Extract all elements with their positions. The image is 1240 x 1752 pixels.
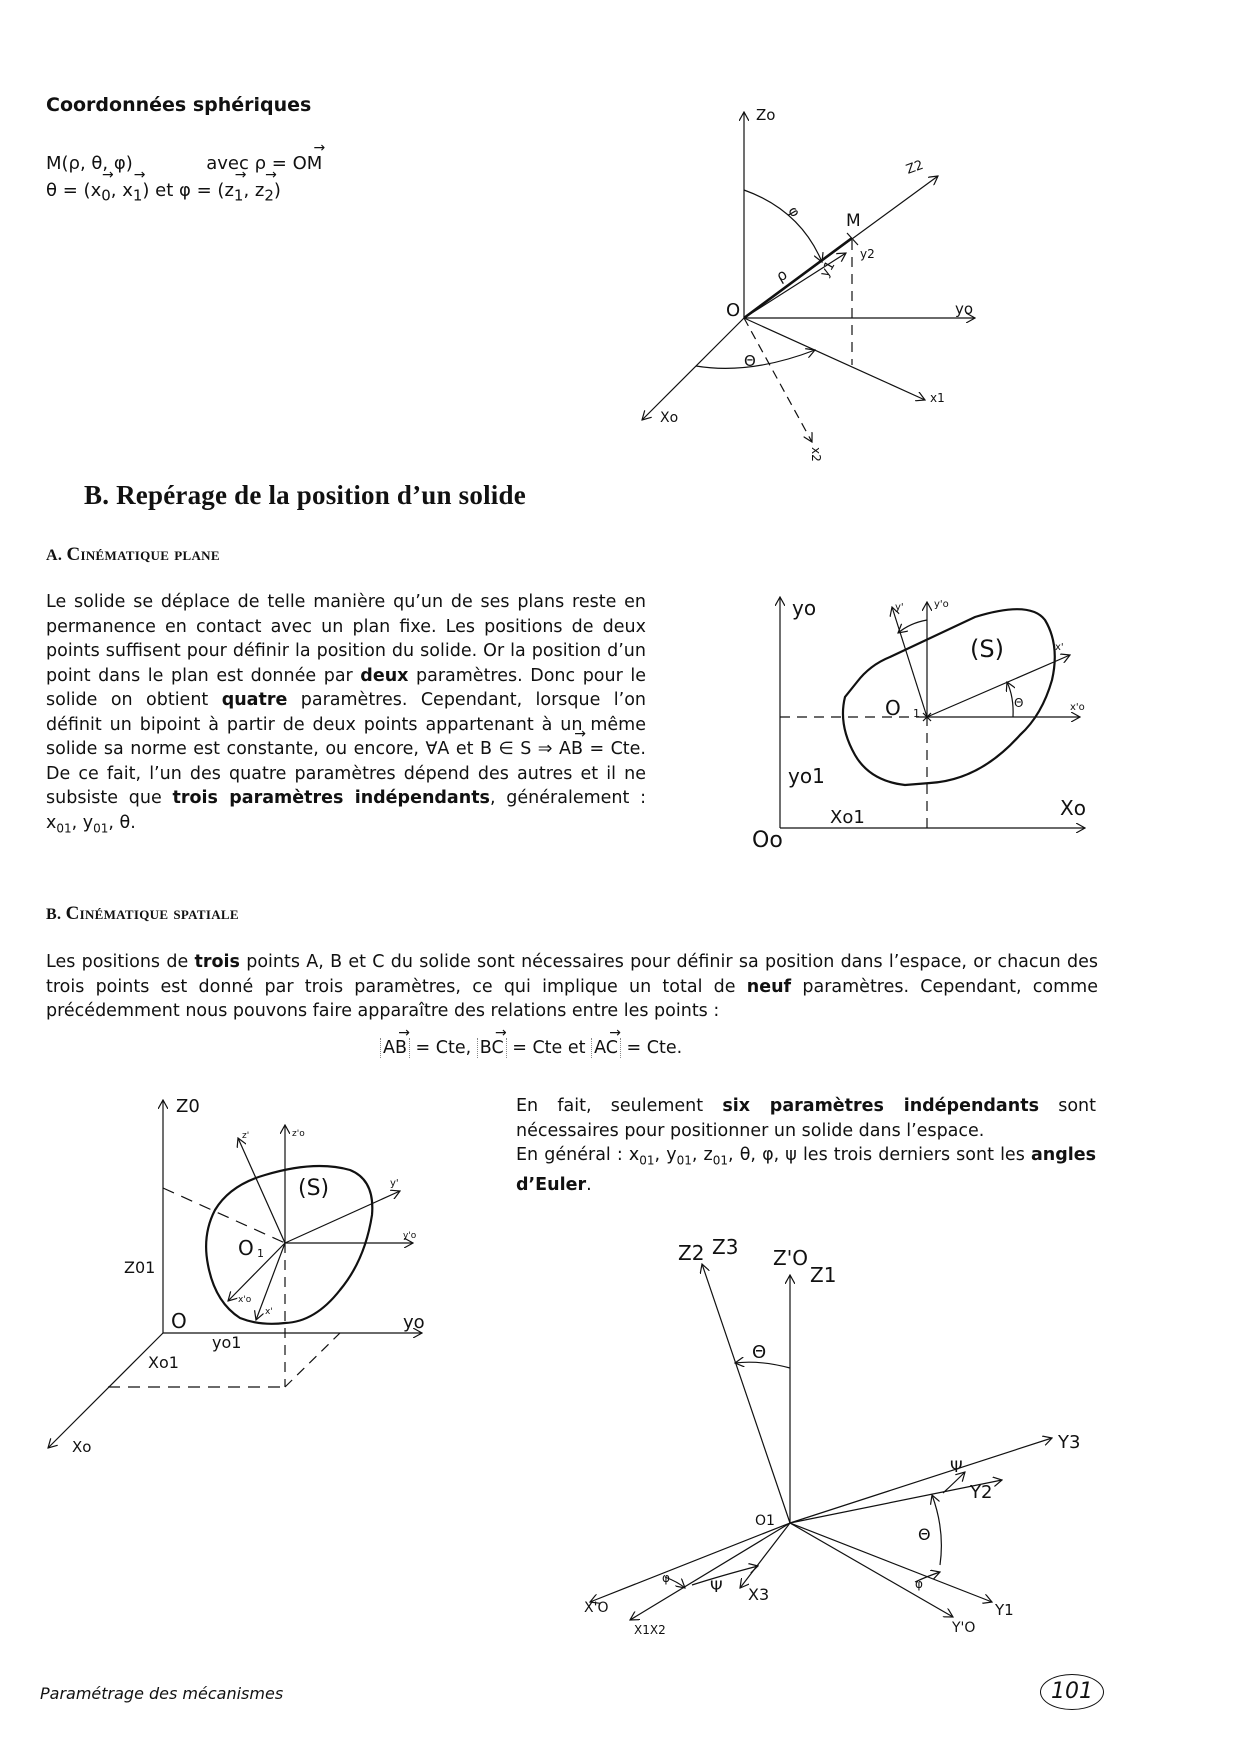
svg-text:Ψ: Ψ xyxy=(950,1457,963,1476)
vector-ac: → AC xyxy=(594,1036,618,1061)
six-parameters-paragraph: En fait, seulement six paramètres indépendants sont nécessaires pour positionner un solide dans l’espace. En général : $x_{01}$, $y_{01}$, $z_{01}$, θ, φ, ψ les trois derniers sont les angles d’Euler. xyxy=(516,1096,1097,1195)
svg-text:yo1: yo1 xyxy=(788,764,825,788)
svg-text:x': x' xyxy=(1055,642,1064,653)
svg-text:O: O xyxy=(726,300,741,321)
section-b-heading: B. Repérage de la position d’un solide xyxy=(84,480,526,510)
spherical-formula-line1 xyxy=(46,150,322,177)
svg-text:Z3: Z3 xyxy=(712,1235,739,1259)
svg-text:M: M xyxy=(846,211,861,231)
svg-text:Xo: Xo xyxy=(72,1438,92,1456)
planar-kinematics-diagram xyxy=(730,585,1110,865)
vector-z1: → $z_1$ xyxy=(224,177,243,210)
vector-bc: → BC xyxy=(480,1036,504,1061)
vector-ab: → AB xyxy=(383,1036,407,1061)
svg-text:Z2: Z2 xyxy=(678,1241,705,1265)
svg-text:x': x' xyxy=(265,1307,273,1317)
svg-text:Y3: Y3 xyxy=(1058,1432,1081,1453)
svg-text:yo: yo xyxy=(403,1312,425,1333)
svg-text:Xo1: Xo1 xyxy=(830,807,865,828)
svg-text:y2: y2 xyxy=(860,247,875,261)
svg-text:z': z' xyxy=(242,1131,250,1141)
vector-ab: → AB xyxy=(559,737,583,762)
spatial-solid-diagram xyxy=(30,1090,450,1470)
svg-text:yo1: yo1 xyxy=(212,1333,242,1352)
svg-text:Xo1: Xo1 xyxy=(148,1353,179,1372)
svg-text:Θ: Θ xyxy=(1014,696,1024,710)
theta-def-prefix: θ = ( xyxy=(46,180,91,201)
svg-text:X'O: X'O xyxy=(584,1600,609,1616)
svg-text:X1X2: X1X2 xyxy=(634,1623,666,1637)
subsection-a-prefix: A. xyxy=(46,547,67,564)
svg-text:Y2: Y2 xyxy=(970,1482,993,1503)
svg-text:Xo: Xo xyxy=(660,410,679,426)
svg-text:Θ: Θ xyxy=(752,1342,767,1363)
svg-text:Xo: Xo xyxy=(1060,796,1086,820)
rho-def-prefix: avec ρ = xyxy=(206,153,293,174)
subsection-b-heading xyxy=(46,903,239,925)
svg-text:yo: yo xyxy=(792,596,817,620)
spatial-norm-equation: → AB = Cte, → BC = Cte et → AC = Cte. xyxy=(380,1036,682,1061)
svg-text:Y'O: Y'O xyxy=(952,1620,976,1636)
subsection-b-prefix: B. xyxy=(46,906,66,923)
svg-text:Z01: Z01 xyxy=(124,1258,156,1277)
svg-text:(S): (S) xyxy=(298,1176,330,1201)
vector-x0: → $x_0$ xyxy=(91,177,111,210)
page-number: 101 xyxy=(1040,1674,1104,1710)
svg-text:Θ: Θ xyxy=(918,1525,931,1544)
spatial-kinematics-paragraph: Les positions de trois points A, B et C du solide sont nécessaires pour définir sa position dans l’espace, or chacun des trois points est donné par trois paramètres, ce qui implique un total de neuf paramètres. Cependant, comme précédemment nous pouvons faire apparaître des relations entre les points : xyxy=(46,952,1098,1021)
svg-text:yo: yo xyxy=(955,300,974,318)
svg-text:φ: φ xyxy=(915,1577,923,1591)
svg-text:Z'O: Z'O xyxy=(773,1246,808,1270)
separator: , xyxy=(110,180,123,201)
svg-text:Zo: Zo xyxy=(756,106,776,124)
separator: , xyxy=(243,180,255,201)
planar-kinematics-paragraph: Le solide se déplace de telle manière qu’un de ses plans reste en permanence en contact avec un plan fixe. Les positions de deux points suffisent pour définir la position du solide. Or la position d’un point dans le plan est donnée par deux paramètres. Donc pour le solide on obtient quatre paramètres. Cependant, lorsque l’on définit un bipoint à partir de deux points appartenant à un même solide sa norme est constante, ou encore, ∀A et B ∈ S ⇒ → AB = Cte. De ce fait, l’un des quatre paramètres dépend des autres et il ne subsiste que trois paramètres indépendants, généralement : $x_{01}$, $y_{01}$, θ. xyxy=(46,590,646,841)
svg-text:y'o: y'o xyxy=(403,1231,417,1241)
svg-text:φ: φ xyxy=(784,204,804,221)
svg-text:1: 1 xyxy=(257,1247,264,1260)
spherical-formula-line2 xyxy=(46,177,281,210)
svg-text:Y1: Y1 xyxy=(995,1601,1014,1619)
svg-text:y': y' xyxy=(895,602,904,613)
svg-text:1: 1 xyxy=(913,707,920,720)
svg-text:O: O xyxy=(171,1309,187,1333)
svg-text:Oo: Oo xyxy=(752,828,783,853)
svg-text:x'o: x'o xyxy=(238,1295,252,1305)
subsection-b-title: Cinématique spatiale xyxy=(65,903,239,924)
svg-text:Ψ: Ψ xyxy=(710,1577,723,1596)
spherical-coordinates-heading: Coordonnées sphériques xyxy=(46,94,312,116)
subsection-a-heading xyxy=(46,544,220,566)
vector-x1: → $x_1$ xyxy=(122,177,142,210)
svg-text:y1: y1 xyxy=(817,258,839,280)
svg-text:Z2: Z2 xyxy=(904,157,926,178)
svg-text:Z0: Z0 xyxy=(176,1096,200,1117)
spherical-coordinates-diagram xyxy=(620,90,990,470)
svg-text:x1: x1 xyxy=(930,391,945,405)
svg-text:ρ: ρ xyxy=(773,265,791,286)
closing-paren: ) xyxy=(273,180,281,201)
svg-text:O: O xyxy=(885,696,901,720)
svg-text:X3: X3 xyxy=(748,1585,770,1604)
svg-text:O1: O1 xyxy=(755,1513,775,1529)
euler-angles-diagram xyxy=(560,1220,1120,1660)
footer-book-title: Paramétrage des mécanismes xyxy=(40,1684,284,1703)
svg-text:φ: φ xyxy=(662,1571,670,1585)
svg-text:(S): (S) xyxy=(970,635,1004,663)
svg-text:z'o: z'o xyxy=(292,1129,305,1139)
vector-om: → OM xyxy=(293,150,323,177)
subsection-a-title: Cinématique plane xyxy=(66,544,220,565)
svg-text:x'o: x'o xyxy=(1070,702,1085,713)
svg-text:O: O xyxy=(238,1236,254,1260)
svg-text:Z1: Z1 xyxy=(810,1263,837,1287)
svg-text:y'o: y'o xyxy=(934,599,949,610)
spherical-point-def: M(ρ, θ, φ) xyxy=(46,153,133,174)
svg-text:Θ: Θ xyxy=(744,352,756,370)
svg-text:x2: x2 xyxy=(809,447,823,462)
vector-z2: → $z_2$ xyxy=(255,177,274,210)
svg-text:y': y' xyxy=(390,1178,399,1189)
phi-def-prefix: ) et φ = ( xyxy=(142,180,225,201)
